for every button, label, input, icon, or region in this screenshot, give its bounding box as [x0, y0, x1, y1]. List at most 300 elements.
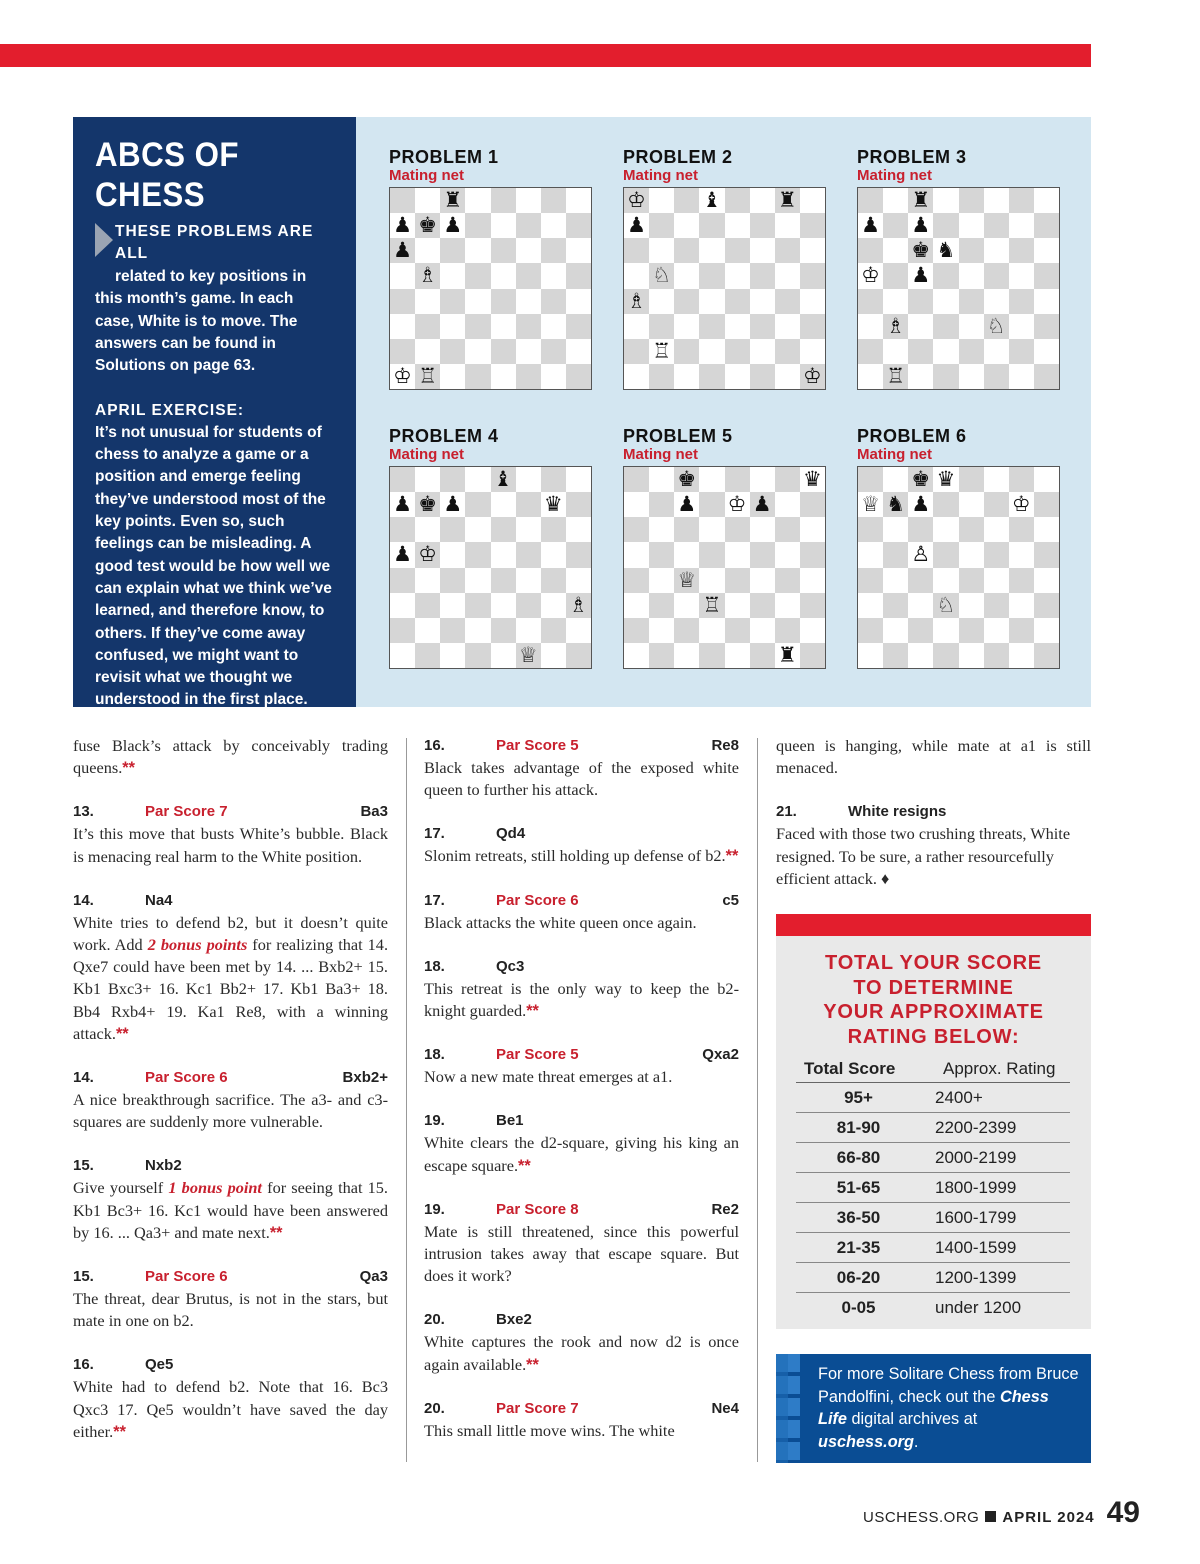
board-square-e3	[491, 314, 516, 339]
white-queen-icon: ♕	[861, 492, 880, 517]
score-box-band	[776, 914, 1091, 936]
board-square-a7	[624, 213, 649, 238]
board-square-b7	[415, 213, 440, 238]
board-square-a7	[390, 492, 415, 517]
move-name: Qd4	[496, 825, 526, 843]
chess-board	[389, 466, 592, 669]
board-square-a7	[390, 213, 415, 238]
board-square-a1	[624, 364, 649, 389]
move-number: 17.	[424, 891, 445, 909]
board-square-e2	[491, 339, 516, 364]
board-square-e7	[959, 213, 984, 238]
board-square-d6	[465, 517, 490, 542]
board-square-d6	[699, 517, 724, 542]
move-name: Qc3	[496, 957, 525, 975]
bonus-points: 2 bonus points	[147, 935, 248, 955]
move-number: 19.	[424, 1112, 445, 1130]
board-square-g2	[541, 618, 566, 643]
board-square-g4	[541, 568, 566, 593]
board-square-g8	[1009, 467, 1034, 492]
board-square-a6	[390, 238, 415, 263]
board-square-d4	[933, 289, 958, 314]
exercise-body: It’s not unusual for students of chess to analyze a game or a position and emerge feeling they’ve understood most of the key points. Even so, such feelings can be misleading. A good test would be how well we can explain what we think we’ve learned, and therefore know, to others. If they’ve come away confused, we might want to revisit what we thought we understood in the first place.	[95, 423, 332, 709]
move-number: 20.	[424, 1311, 445, 1329]
table-row	[796, 1113, 1070, 1143]
board-square-d5	[699, 263, 724, 288]
problem-6	[857, 426, 1062, 617]
board-square-a4	[624, 568, 649, 593]
board-square-a3	[624, 314, 649, 339]
problem-4	[389, 426, 594, 667]
board-square-a5	[390, 542, 415, 567]
board-square-c1	[908, 364, 933, 389]
board-square-d4	[465, 289, 490, 314]
intro-line2: related to key positions in	[115, 267, 307, 285]
heading-line: TOTAL YOUR SCORE	[825, 952, 1042, 974]
board-square-d8	[699, 188, 724, 213]
board-square-e1	[491, 364, 516, 389]
black-pawn-icon: ♟	[911, 263, 931, 288]
comment-text: White clears the d2-square, giving his king an escape square.	[424, 1133, 739, 1175]
board-square-g2	[1009, 618, 1034, 643]
board-square-b6	[649, 517, 674, 542]
rating-cell: 1400-1599	[921, 1233, 1070, 1263]
move-comment: A nice breakthrough sacrifice. The a3- and c3-squares are suddenly more vulnerable.	[73, 1090, 388, 1132]
board-square-h5	[566, 263, 591, 288]
board-square-e3	[959, 314, 984, 339]
board-square-f4	[984, 289, 1009, 314]
par-score: Par Score 6	[145, 1268, 228, 1286]
move-number: 18.	[424, 1046, 445, 1064]
move-number: 21.	[776, 803, 797, 821]
board-square-g5	[775, 542, 800, 567]
board-square-h1	[1034, 364, 1059, 389]
board-square-a6	[858, 238, 883, 263]
board-square-d8	[465, 467, 490, 492]
board-square-f1	[516, 364, 541, 389]
board-square-g8	[775, 467, 800, 492]
board-square-g2	[775, 339, 800, 364]
board-square-g1	[541, 643, 566, 668]
white-rook-icon: ♖	[652, 338, 672, 363]
board-square-c5	[908, 263, 933, 288]
board-square-d8	[933, 467, 958, 492]
board-square-c4	[440, 568, 465, 593]
white-rook-icon: ♖	[886, 363, 906, 388]
board-square-f6	[750, 517, 775, 542]
board-square-c6	[440, 238, 465, 263]
board-square-e6	[491, 517, 516, 542]
board-square-g7	[541, 213, 566, 238]
black-bishop-icon: ♝	[702, 188, 722, 213]
bonus-points: 1 bonus point	[168, 1178, 262, 1198]
board-square-g1	[775, 643, 800, 668]
board-square-f7	[516, 213, 541, 238]
board-square-g7	[1009, 213, 1034, 238]
move-name: Bxe2	[496, 1311, 532, 1329]
comment-text: White tries to defend b2, but it doesn’t quite work. Add	[73, 912, 388, 955]
stars: **	[725, 847, 739, 866]
board-square-f7	[750, 213, 775, 238]
board-square-a5	[858, 542, 883, 567]
board-square-e6	[959, 517, 984, 542]
board-square-f6	[750, 238, 775, 263]
board-square-h6	[566, 517, 591, 542]
board-square-h3	[566, 593, 591, 618]
board-square-a8	[858, 188, 883, 213]
board-square-b2	[415, 618, 440, 643]
move-heading	[73, 1354, 388, 1376]
board-square-h1	[1034, 643, 1059, 668]
board-square-b8	[649, 188, 674, 213]
black-knight-icon: ♞	[936, 238, 956, 263]
board-square-a4	[624, 289, 649, 314]
board-square-d8	[699, 467, 724, 492]
white-bishop-icon: ♗	[418, 263, 438, 288]
par-score: Par Score 8	[496, 1200, 579, 1218]
board-square-g2	[1009, 339, 1034, 364]
black-pawn-icon: ♟	[393, 492, 412, 517]
board-square-h8	[1034, 467, 1059, 492]
problem-subtitle: Mating net	[389, 446, 464, 463]
board-square-h5	[1034, 263, 1059, 288]
board-square-b4	[649, 568, 674, 593]
board-square-b2	[649, 339, 674, 364]
board-square-g8	[541, 188, 566, 213]
board-square-d3	[699, 593, 724, 618]
move-heading	[424, 823, 739, 845]
move-comment: Mate is still threatened, since this powerful intrusion takes away that escape square. But does it work?	[424, 1221, 739, 1286]
board-square-b8	[415, 467, 440, 492]
problem-1	[389, 147, 594, 388]
board-square-g2	[541, 339, 566, 364]
board-square-a2	[858, 339, 883, 364]
problem-subtitle: Mating net	[857, 167, 932, 184]
board-square-c8	[440, 467, 465, 492]
move-comment	[73, 912, 388, 1045]
board-square-f4	[984, 568, 1009, 593]
board-square-f5	[984, 263, 1009, 288]
par-score: Par Score 6	[496, 891, 579, 909]
move-heading	[424, 956, 739, 978]
comment-text: White had to defend b2. Note that 16. Bc3 Qxc3 17. Qe5 wouldn’t have saved the day either.	[73, 1377, 388, 1441]
promo-text: .	[913, 1432, 919, 1451]
board-square-c8	[440, 188, 465, 213]
board-square-f5	[516, 542, 541, 567]
board-square-c5	[908, 542, 933, 567]
board-square-h2	[1034, 339, 1059, 364]
comment-text: White captures the rook and now d2 is once again available.	[424, 1332, 739, 1374]
board-square-a8	[858, 467, 883, 492]
board-square-a4	[858, 568, 883, 593]
board-square-g3	[775, 314, 800, 339]
board-square-a2	[624, 618, 649, 643]
white-pawn-icon: ♙	[911, 542, 931, 567]
board-square-f1	[516, 643, 541, 668]
board-square-f1	[750, 643, 775, 668]
move-number: 16.	[73, 1356, 94, 1374]
board-square-b5	[649, 263, 674, 288]
board-square-a7	[858, 213, 883, 238]
board-square-g4	[1009, 568, 1034, 593]
black-rook-icon: ♜	[777, 642, 797, 667]
problem-subtitle: Mating net	[857, 446, 932, 463]
board-square-c3	[908, 314, 933, 339]
board-square-f1	[984, 643, 1009, 668]
move-heading	[73, 801, 388, 823]
white-bishop-icon: ♗	[627, 288, 646, 313]
board-square-c5	[674, 263, 699, 288]
board-square-e1	[725, 643, 750, 668]
board-square-b5	[415, 542, 440, 567]
board-square-e1	[491, 643, 516, 668]
board-square-f3	[516, 593, 541, 618]
move-number: 18.	[424, 957, 445, 975]
white-king-icon: ♔	[393, 363, 412, 388]
problem-subtitle: Mating net	[389, 167, 464, 184]
board-square-a3	[390, 593, 415, 618]
board-square-d8	[465, 188, 490, 213]
board-square-e3	[725, 593, 750, 618]
board-square-e6	[959, 238, 984, 263]
exercise-title: APRIL EXERCISE:	[95, 401, 245, 419]
board-square-h4	[566, 568, 591, 593]
board-square-a1	[390, 643, 415, 668]
board-square-b5	[883, 263, 908, 288]
white-queen-icon: ♕	[518, 642, 538, 667]
board-square-g1	[775, 364, 800, 389]
board-square-e5	[491, 263, 516, 288]
board-square-c7	[674, 213, 699, 238]
move-heading	[424, 1199, 739, 1221]
move-heading	[776, 801, 1091, 823]
board-square-c5	[440, 263, 465, 288]
par-score: Par Score 5	[496, 1046, 579, 1064]
board-square-c2	[440, 618, 465, 643]
board-square-f3	[750, 593, 775, 618]
board-square-e8	[725, 467, 750, 492]
move-comment: Now a new mate threat emerges at a1.	[424, 1067, 673, 1087]
move-comment: Black takes advantage of the exposed white queen to further his attack.	[424, 758, 739, 800]
white-knight-icon: ♘	[936, 592, 956, 617]
board-square-h3	[1034, 314, 1059, 339]
board-square-b6	[415, 238, 440, 263]
board-square-b8	[649, 467, 674, 492]
black-pawn-icon: ♟	[677, 492, 697, 517]
black-pawn-icon: ♟	[861, 213, 880, 238]
board-square-d7	[699, 492, 724, 517]
board-square-c7	[440, 492, 465, 517]
board-square-c7	[908, 492, 933, 517]
board-square-g6	[541, 517, 566, 542]
board-square-c3	[908, 593, 933, 618]
board-square-b1	[883, 364, 908, 389]
board-square-a3	[390, 314, 415, 339]
board-square-h1	[800, 364, 825, 389]
board-square-b2	[883, 618, 908, 643]
board-square-a8	[390, 188, 415, 213]
move-number: 15.	[73, 1268, 94, 1286]
board-square-h2	[566, 618, 591, 643]
board-square-g5	[775, 263, 800, 288]
move-result: Bxb2+	[342, 1069, 388, 1087]
black-king-icon: ♚	[911, 467, 931, 492]
table-row	[796, 1203, 1070, 1233]
move-comment	[776, 823, 1091, 890]
rating-cell: 1800-1999	[921, 1173, 1070, 1203]
board-square-h1	[566, 364, 591, 389]
board-square-g4	[775, 289, 800, 314]
comment-text: Slonim retreats, still holding up defense of b2.	[424, 846, 726, 866]
board-square-f8	[750, 188, 775, 213]
black-king-icon: ♚	[677, 467, 697, 492]
board-square-f4	[516, 289, 541, 314]
move-heading	[424, 1044, 739, 1066]
board-square-a2	[390, 618, 415, 643]
white-knight-icon: ♘	[652, 263, 672, 288]
board-square-e2	[725, 339, 750, 364]
board-square-c8	[908, 188, 933, 213]
board-square-c3	[674, 593, 699, 618]
board-square-c6	[674, 238, 699, 263]
board-square-f6	[516, 517, 541, 542]
board-square-e4	[725, 568, 750, 593]
board-square-g5	[1009, 263, 1034, 288]
move-heading	[424, 1110, 739, 1132]
board-square-b6	[415, 517, 440, 542]
table-row	[796, 1293, 1070, 1323]
black-pawn-icon: ♟	[443, 492, 463, 517]
white-bishop-icon: ♗	[886, 313, 906, 338]
board-square-c4	[674, 568, 699, 593]
move-result: Ba3	[360, 803, 388, 821]
board-square-b7	[649, 213, 674, 238]
board-square-e4	[491, 568, 516, 593]
move-number: 15.	[73, 1157, 94, 1175]
board-square-d7	[465, 213, 490, 238]
board-square-b1	[649, 364, 674, 389]
page-number: 49	[1106, 1496, 1140, 1529]
move-comment	[424, 845, 739, 867]
board-square-b4	[415, 568, 440, 593]
board-square-b3	[649, 314, 674, 339]
board-square-b6	[883, 238, 908, 263]
board-square-c2	[674, 339, 699, 364]
problem-subtitle: Mating net	[623, 446, 698, 463]
board-square-f6	[984, 517, 1009, 542]
white-king-icon: ♔	[418, 542, 438, 567]
board-square-c1	[908, 643, 933, 668]
board-square-d7	[933, 492, 958, 517]
stars: **	[526, 1355, 539, 1374]
board-square-a1	[390, 364, 415, 389]
black-pawn-icon: ♟	[393, 213, 412, 238]
board-square-h4	[800, 568, 825, 593]
move-name: Qe5	[145, 1356, 174, 1374]
board-square-h4	[1034, 289, 1059, 314]
chess-board	[389, 187, 592, 390]
board-square-d3	[699, 314, 724, 339]
stars: **	[113, 1422, 126, 1441]
board-square-a4	[390, 289, 415, 314]
move-heading	[424, 1309, 739, 1331]
board-square-e3	[491, 593, 516, 618]
table-row	[796, 1083, 1070, 1113]
board-square-e1	[959, 643, 984, 668]
board-square-f1	[750, 364, 775, 389]
move-comment	[73, 1376, 388, 1443]
move-heading	[424, 890, 739, 912]
board-square-e2	[959, 618, 984, 643]
score-cell: 66-80	[796, 1143, 921, 1173]
board-square-c1	[440, 643, 465, 668]
board-square-h7	[1034, 492, 1059, 517]
board-square-e8	[491, 467, 516, 492]
move-result: Qa3	[359, 1268, 388, 1286]
move-comment: The threat, dear Brutus, is not in the stars, but mate in one on b2.	[73, 1289, 388, 1331]
move-number: 20.	[424, 1399, 445, 1417]
board-square-g7	[775, 213, 800, 238]
board-square-d6	[465, 238, 490, 263]
white-king-icon: ♔	[627, 188, 646, 213]
board-square-h2	[800, 339, 825, 364]
folio-site: USCHESS.ORG	[863, 1509, 980, 1526]
white-rook-icon: ♖	[702, 592, 722, 617]
board-square-a7	[858, 492, 883, 517]
stars: **	[115, 1024, 129, 1043]
move-heading	[73, 1266, 388, 1288]
chess-board	[857, 187, 1060, 390]
black-king-icon: ♚	[418, 492, 438, 517]
board-square-e6	[725, 517, 750, 542]
board-square-b8	[883, 188, 908, 213]
promo-link[interactable]: uschess.org	[818, 1432, 914, 1451]
move-result: Re8	[711, 737, 739, 754]
move-result: c5	[722, 891, 739, 909]
board-square-c7	[908, 213, 933, 238]
board-square-f2	[750, 618, 775, 643]
board-square-e2	[725, 618, 750, 643]
move-comment	[424, 1331, 739, 1375]
board-square-d1	[699, 643, 724, 668]
par-score: Par Score 7	[496, 1399, 579, 1417]
board-square-c1	[440, 364, 465, 389]
comment-text: for realizing that 14. Qxe7 could have been met by 14. ... Bxb2+ 15. Kb1 Bxc3+ 16. Kc1 Bb2+ 17. Kb1 Ba3+ 18. Bb4 Rxb4+ 19. Ka1 Re8, with a winning attack.	[73, 935, 389, 1043]
board-square-b4	[649, 289, 674, 314]
black-pawn-icon: ♟	[443, 213, 463, 238]
board-square-a5	[624, 542, 649, 567]
board-square-b7	[883, 213, 908, 238]
board-square-h6	[800, 238, 825, 263]
move-name: Nxb2	[145, 1157, 182, 1175]
intro-rest: this month’s game. In each case, White is to move. The answers can be found in Solutions on page 63.	[95, 290, 298, 375]
board-square-c6	[674, 517, 699, 542]
heading-line: RATING BELOW:	[847, 1025, 1020, 1048]
table-header-row	[796, 1059, 1070, 1083]
rating-table	[796, 1059, 1070, 1323]
problem-2	[623, 147, 828, 388]
board-square-a1	[858, 364, 883, 389]
board-square-b8	[415, 188, 440, 213]
board-square-e4	[959, 289, 984, 314]
board-square-d5	[465, 263, 490, 288]
board-square-e4	[959, 568, 984, 593]
board-square-e5	[725, 263, 750, 288]
board-square-e1	[959, 364, 984, 389]
board-square-d1	[465, 643, 490, 668]
black-knight-icon: ♞	[886, 492, 906, 517]
board-square-h7	[800, 492, 825, 517]
